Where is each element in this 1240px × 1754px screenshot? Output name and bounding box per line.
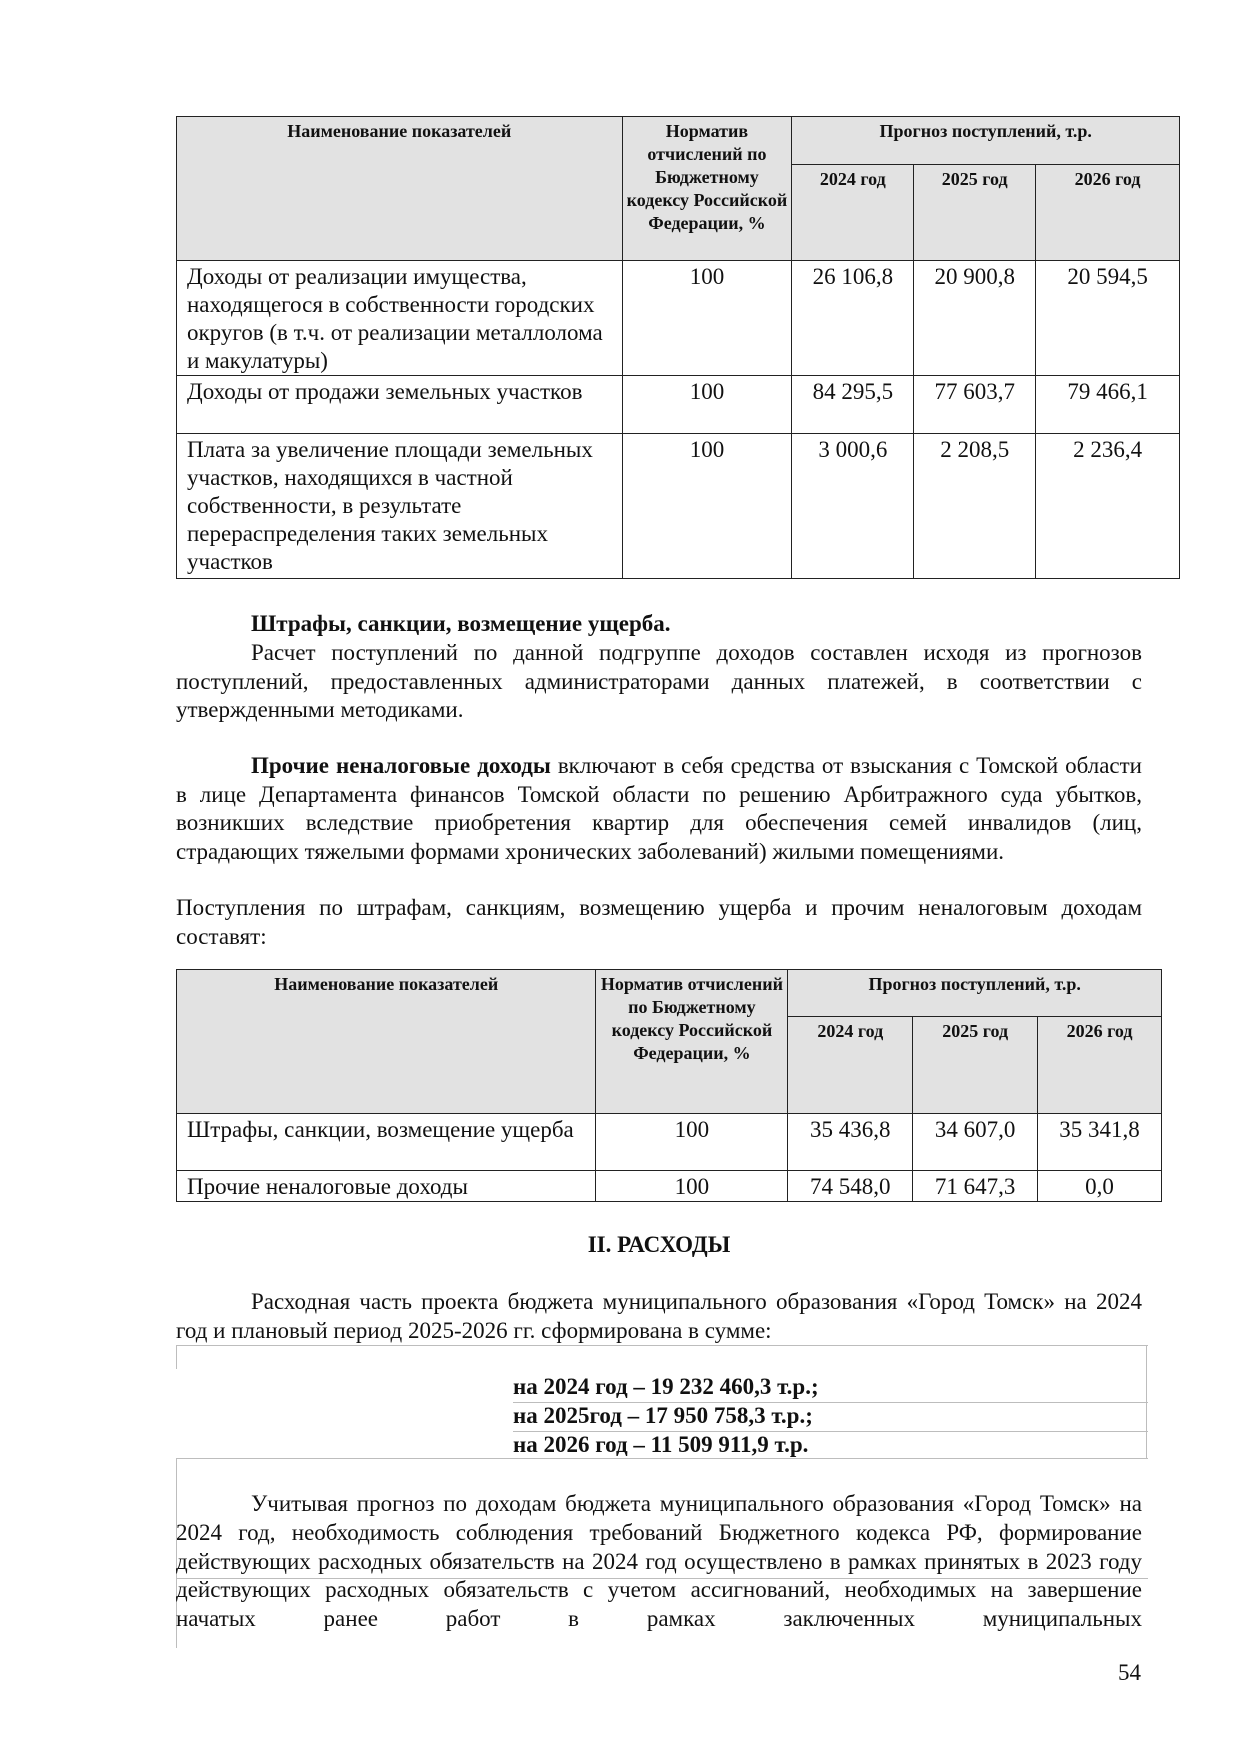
row-value-2026: 79 466,1: [1036, 376, 1180, 434]
row-norm: 100: [596, 1114, 788, 1171]
row-value-2026: 20 594,5: [1036, 261, 1180, 376]
row-value-2024: 26 106,8: [792, 261, 914, 376]
page-number: 54: [1118, 1660, 1141, 1685]
row-name: Плата за увеличение площади земельных участков, находящихся в частной собственности, в результате перераспределения таких земельных участков: [177, 434, 623, 579]
row-value-2025: 20 900,8: [914, 261, 1036, 376]
header-year-2025: 2025 год: [914, 165, 1036, 261]
box-divider: [176, 1345, 177, 1369]
row-norm: 100: [622, 434, 792, 579]
row-value-2025: 77 603,7: [914, 376, 1036, 434]
section-title: II. РАСХОДЫ: [587, 1232, 731, 1257]
other-income-term: Прочие неналоговые доходы: [251, 753, 551, 778]
header-norm: Норматив отчислений по Бюджетному кодексу Российской Федерации, %: [596, 970, 788, 1114]
header-name: Наименование показателей: [177, 117, 623, 261]
box-divider: [176, 1345, 1148, 1346]
header-year-2024: 2024 год: [792, 165, 914, 261]
header-forecast: Прогноз поступлений, т.р.: [792, 117, 1180, 165]
row-value-2026: 35 341,8: [1038, 1114, 1162, 1171]
row-value-2026: 0,0: [1038, 1171, 1162, 1202]
fines-paragraph: Расчет поступлений по данной подгруппе доходов составлен исходя из прогнозов поступлений, предоставленных администраторами данных платежей, в соответствии с утвержденными методиками.: [176, 640, 1142, 722]
header-year-2025: 2025 год: [913, 1017, 1038, 1114]
table-row: [177, 1114, 1162, 1171]
total-2024: на 2024 год – 19 232 460,3 т.р.;: [513, 1374, 819, 1399]
row-value-2025: 2 208,5: [914, 434, 1036, 579]
header-year-2024: 2024 год: [788, 1017, 913, 1114]
receipts-paragraph: Поступления по штрафам, санкциям, возмещению ущерба и прочим неналоговым доходам составят:: [176, 895, 1142, 949]
income-property-table: [176, 116, 1180, 579]
header-norm: Норматив отчислений по Бюджетному кодексу Российской Федерации, %: [622, 117, 792, 261]
row-value-2024: 35 436,8: [788, 1114, 913, 1171]
header-forecast: Прогноз поступлений, т.р.: [788, 970, 1162, 1017]
row-value-2024: 74 548,0: [788, 1171, 913, 1202]
row-name: Прочие неналоговые доходы: [177, 1171, 596, 1202]
row-name: Доходы от продажи земельных участков: [177, 376, 623, 434]
expenses-paragraph: Расходная часть проекта бюджета муниципального образования «Город Томск» на 2024 год и плановый период 2025-2026 гг. сформирована в сумме:: [176, 1289, 1142, 1343]
total-2025: на 2025год – 17 950 758,3 т.р.;: [513, 1403, 813, 1428]
table-row: [177, 1171, 1162, 1202]
table-row: [177, 376, 1180, 434]
expenses-totals: [513, 1372, 819, 1459]
header-name: Наименование показателей: [177, 970, 596, 1114]
row-norm: 100: [622, 261, 792, 376]
row-value-2026: 2 236,4: [1036, 434, 1180, 579]
table-row: [177, 434, 1180, 579]
fines-heading: Штрафы, санкции, возмещение ущерба.: [251, 611, 671, 636]
header-year-2026: 2026 год: [1038, 1017, 1162, 1114]
row-value-2024: 3 000,6: [792, 434, 914, 579]
row-name: Штрафы, санкции, возмещение ущерба: [177, 1114, 596, 1171]
row-name: Доходы от реализации имущества, находящегося в собственности городских округов (в т.ч. от реализации металлолома и макулатуры): [177, 261, 623, 376]
other-income-paragraph: [176, 752, 1142, 866]
total-2026: на 2026 год – 11 509 911,9 т.р.: [513, 1432, 809, 1457]
row-norm: 100: [622, 376, 792, 434]
row-value-2024: 84 295,5: [792, 376, 914, 434]
row-value-2025: 71 647,3: [913, 1171, 1038, 1202]
forecast-paragraph: Учитывая прогноз по доходам бюджета муниципального образования «Город Томск» на 2024 год, необходимость соблюдения требований Бюджетного кодекса РФ, формирование действующих расходных обязательств на 2024 год осуществлено в рамках принятых в 2023 году действующих расходных обязательств с учетом ассигнований, необходимых на завершение начатых ранее работ в рамках заключенных муниципальных: [176, 1491, 1142, 1632]
fines-income-table: [176, 969, 1162, 1202]
other-income-text: включают в себя средства от взыскания с Томской области в лице Департамента финансов Томской области по решению Арбитражного суда убытков, возникших вследствие приобретения квартир для обеспечения семей инвалидов (лиц, страдающих тяжелыми формами хронических заболеваний) жилыми помещениями.: [176, 753, 1142, 864]
row-norm: 100: [596, 1171, 788, 1202]
table-row: [177, 261, 1180, 376]
header-year-2026: 2026 год: [1036, 165, 1180, 261]
row-value-2025: 34 607,0: [913, 1114, 1038, 1171]
